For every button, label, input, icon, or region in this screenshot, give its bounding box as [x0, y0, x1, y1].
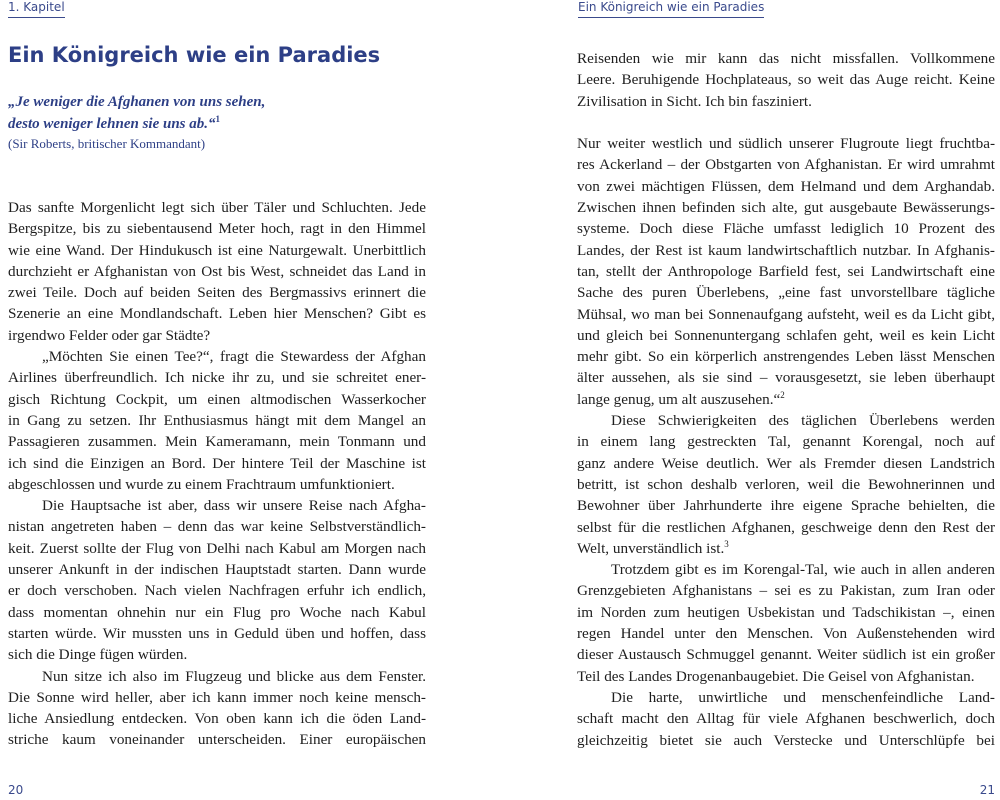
text-line: Das sanfte Morgenlicht legt sich über Täler und Schluchten. Jede: [8, 199, 426, 216]
epigraph-line: [8, 114, 438, 136]
text-line: in einem lang gestreckten Tal, genannt Korengal, noch auf: [577, 433, 995, 451]
text-line: regen Handel unter den Menschen. Von Außenstehenden wird: [577, 625, 995, 643]
text-line: im Norden zum heutigen Usbekistan und Tadschikistan –, einen: [577, 603, 995, 621]
text-line: in Gang zu setzen. Ihr Enthusiasmus hängt mit dem Mangel an: [8, 411, 426, 429]
text-line: Airlines überfreundlich. Ich nicke ihr zu, und sie schreitet ener-: [8, 369, 426, 387]
chapter-title: Ein Königreich wie ein Paradies: [8, 43, 381, 67]
text-line: er doch verschoben. Nach vielen Nachfragen erfuhr ich endlich,: [8, 582, 426, 600]
text-line: starten würde. Wir mussten uns in Geduld üben und hoffen, dass: [8, 624, 426, 642]
text-line: ganz andere Weise deutlich. Wer als Fremder diesen Landstrich: [577, 454, 995, 472]
text-line: von zwei mächtigen Flüssen, dem Helmand und dem Arghandab.: [577, 177, 995, 195]
text-line: res Ackerland – der Obstgarten von Afghanistan. Er wird umrahmt: [577, 156, 995, 174]
text-line: Grenzgebieten Afghanistans – sei es zu Pakistan, zum Iran oder: [577, 582, 995, 600]
text-line: wie eine Wand. Der Hindukusch ist eine Naturgewalt. Unerbittlich: [8, 241, 426, 259]
text-line: Die Hauptsache ist aber, dass wir unsere Reise nach Afgha-: [42, 497, 426, 515]
text-line: schaft macht den Alltag für viele Afghanen beschwerlich, doch: [577, 710, 995, 728]
left-page: [0, 0, 490, 800]
text-line: Bewohner über Jahrhunderte ihre eigene Sprache behielten, die: [577, 497, 995, 515]
text-line: keit. Zuerst sollte der Flug von Delhi nach Kabul am Morgen nach: [8, 539, 426, 557]
text-line: mehr gibt. So ein körperlich anstrengendes Leben lässt Menschen: [577, 348, 995, 366]
text-line-content: Welt, unverständlich ist.: [577, 539, 725, 557]
text-line: ich sind die Einzigen an Bord. Der hintere Teil der Maschine ist: [8, 454, 426, 472]
text-line: gisch Richtung Cockpit, um einen altmodischen Wasserkocher: [8, 390, 426, 408]
text-line: tan, stellt der Anthropologe Barfield fest, sei Landwirtschaft eine: [577, 262, 995, 280]
text-line: zwei Teile. Doch auf beiden Seiten des Bergmassivs erinnert die: [8, 284, 426, 302]
text-line: nistan angetreten haben – denn das war keine Selbstverständlich-: [8, 518, 426, 536]
text-line: gleichzeitig bietet sie auch Verstecke und Unterschlüpfe bei: [577, 731, 995, 749]
text-line: systeme. Doch diese Fläche umfasst lediglich 10 Prozent des: [577, 220, 995, 238]
text-line: dass momentan ohnehin nur ein Flug pro Woche nach Kabul: [8, 603, 426, 621]
text-line: Zwischen ihnen befinden sich alte, gut ausgebaute Bewässerungs-: [577, 199, 995, 217]
page-number-left: 20: [8, 783, 24, 797]
text-line: irgendwo Felder oder gar Städte?: [8, 326, 211, 344]
running-head-title: Ein Königreich wie ein Paradies: [578, 0, 764, 18]
text-line: Sache des puren Überlebens, „eine fast unvorstellbare tägliche: [577, 284, 995, 302]
text-line: Reisenden wie mir kann das nicht missfallen. Vollkommene: [577, 50, 995, 67]
text-line: selbst für die restlichen Afghanen, geschweige denn den Rest der: [577, 518, 995, 536]
text-line: Diese Schwierigkeiten des täglichen Überlebens werden: [611, 412, 995, 430]
text-line: unserer Ankunft in der indischen Hauptstadt starten. Dann wurde: [8, 561, 426, 579]
text-line: älter aussehen, als sie sind – vorausgesetzt, sie leben überhaupt: [577, 369, 995, 387]
epigraph-attribution: (Sir Roberts, britischer Kommandant): [8, 136, 206, 151]
text-line-content: lange genug, um alt auszusehen.“: [577, 390, 781, 408]
text-line: liche Ansiedlung entdecken. Von oben kann ich die öden Land-: [8, 710, 426, 728]
footnote-ref: 2: [780, 389, 785, 400]
text-line: Landes, der Rest ist kaum landwirtschaftlich nutzbar. In Afghanis-: [577, 241, 995, 259]
text-line: sich die Dinge fügen würden.: [8, 646, 188, 664]
text-line: striche kaum voneinander unterscheiden. Einer europäischen: [8, 731, 426, 749]
text-line: Nun sitze ich also im Flugzeug und blicke aus dem Fenster.: [42, 667, 426, 685]
text-line: betritt, ist schon deshalb verloren, weil die Bewohnerinnen und: [577, 475, 995, 493]
body-text-left: [8, 197, 426, 751]
text-line: abgeschlossen und wurde zu einem Frachtraum umfunktioniert.: [8, 475, 395, 493]
text-line: und gleich bei Sonnenuntergang schlafen geht, weil es kein Licht: [577, 326, 995, 344]
text-line: Nur weiter westlich und südlich unserer Flugroute liegt fruchtba-: [577, 135, 995, 153]
footnote-ref: 3: [724, 538, 729, 549]
text-line: Die harte, unwirtliche und menschenfeindliche Land-: [611, 688, 995, 706]
text-line: Mühsal, wo man bei Sonnenaufgang aufsteht, weil es da Licht gibt,: [577, 305, 995, 323]
text-line: durchzieht er Afghanistan von Ost bis West, schneidet das Land in: [8, 262, 426, 280]
text-line: Leere. Beruhigende Hochplateaus, so weit das Auge reicht. Keine: [577, 71, 995, 89]
text-line: Die Sonne wird heller, aber ich kann immer noch keine mensch-: [8, 688, 426, 706]
text-line: Szenerie an eine Mondlandschaft. Leben hier Menschen? Gibt es: [8, 305, 426, 323]
running-head-chapter: 1. Kapitel: [8, 0, 65, 18]
text-line: Passagieren zusammen. Mein Kameramann, mein Tonmann und: [8, 433, 426, 451]
page-number-right: 21: [979, 783, 995, 797]
text-line: Bergspitze, bis zu siebentausend Meter hoch, ragt in den Himmel: [8, 220, 426, 238]
text-line: Teil des Landes Drogenanbaugebiet. Die Geisel von Afghanistan.: [577, 667, 975, 685]
epigraph-quote: [8, 92, 438, 135]
text-line: Trotzdem gibt es im Korengal-Tal, wie auch in allen anderen: [611, 561, 995, 579]
text-line: dieser Austausch Schmuggel genannt. Weiter südlich ist ein großer: [577, 646, 995, 664]
right-page: [500, 0, 1000, 800]
body-text-right: [577, 48, 995, 751]
epigraph-line: „Je weniger die Afghanen von uns sehen,: [8, 94, 266, 110]
epigraph-line-text: desto weniger lehnen sie uns ab.“: [8, 115, 216, 132]
text-line: [577, 389, 995, 410]
text-line: „Möchten Sie einen Tee?“, fragt die Stewardess der Afghan: [42, 348, 426, 366]
text-line: [577, 538, 995, 559]
text-line: Zivilisation in Sicht. Ich bin fasziniert.: [577, 92, 812, 110]
footnote-ref: 1: [215, 113, 221, 124]
